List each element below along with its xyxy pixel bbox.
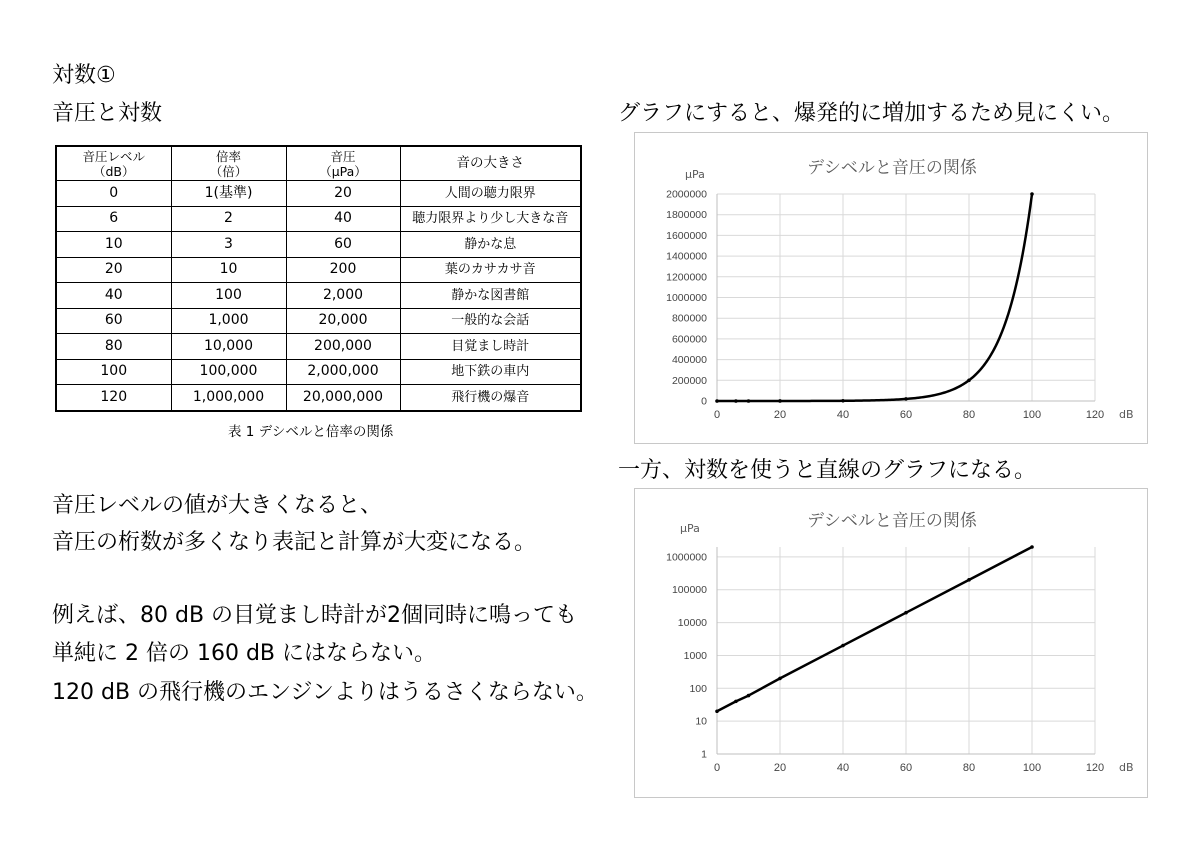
table-row: [56, 206, 581, 232]
x-tick-label: 100: [1022, 409, 1042, 421]
y-tick-label: 1: [701, 748, 707, 761]
data-point: [1030, 545, 1034, 549]
cell-db: 6: [56, 206, 171, 232]
cell-db: 120: [56, 385, 171, 411]
header-loudness: 音の大きさ: [400, 146, 581, 181]
header-pressure: 音圧 （μPa）: [286, 146, 400, 181]
cell-loudness: 葉のカサカサ音: [400, 257, 581, 283]
y-tick-label: 10000: [677, 617, 707, 630]
cell-db: 80: [56, 334, 171, 360]
data-point: [1030, 192, 1034, 196]
data-point: [967, 578, 971, 582]
log-graph-caption: 一方、対数を使うと直線のグラフになる。: [618, 458, 1037, 483]
cell-db: 40: [56, 283, 171, 309]
y-tick-label: 600000: [671, 333, 707, 346]
cell-ratio: 10: [171, 257, 286, 283]
x-tick-label: 100: [1022, 762, 1042, 774]
cell-db: 10: [56, 232, 171, 258]
cell-ratio: 100,000: [171, 359, 286, 385]
table-row: [56, 359, 581, 385]
data-point: [904, 397, 908, 401]
y-tick-label: 1000000: [666, 292, 707, 304]
linear-chart: [634, 132, 1148, 444]
y-tick-label: 1400000: [666, 250, 707, 263]
x-tick-label: 80: [962, 762, 976, 774]
header-db: 音圧レベル （dB）: [56, 146, 171, 181]
cell-ratio: 1(基準): [171, 181, 286, 207]
data-point: [715, 709, 719, 713]
cell-loudness: 聴力限界より少し大きな音: [400, 206, 581, 232]
cell-db: 0: [56, 181, 171, 207]
y-tick-label: 200000: [671, 374, 707, 387]
cell-pressure: 2,000: [286, 283, 400, 309]
linear-chart-svg: [635, 133, 1147, 443]
y-tick-label: 100: [689, 682, 707, 695]
x-tick-label: 20: [773, 762, 787, 774]
table-row: [56, 334, 581, 360]
y-tick-label: 800000: [671, 312, 707, 325]
paragraph2-line2: 単純に 2 倍の 160 dB にはならない。: [52, 641, 437, 666]
data-point: [841, 644, 845, 648]
cell-db: 60: [56, 308, 171, 334]
chart-title: デシベルと音圧の関係: [807, 158, 977, 178]
data-point: [747, 399, 751, 403]
x-tick-label: 40: [836, 409, 850, 421]
chart-title: デシベルと音圧の関係: [807, 511, 977, 531]
paragraph2-line1: 例えば、80 dB の目覚まし時計が2個同時に鳴っても: [52, 603, 578, 628]
cell-ratio: 10,000: [171, 334, 286, 360]
series-line: [717, 547, 1032, 711]
table-row: [56, 385, 581, 411]
cell-loudness: 飛行機の爆音: [400, 385, 581, 411]
cell-pressure: 20,000,000: [286, 385, 400, 411]
x-tick-label: 0: [713, 409, 721, 421]
table-row: [56, 257, 581, 283]
data-point: [841, 399, 845, 403]
cell-pressure: 60: [286, 232, 400, 258]
linear-graph-caption: グラフにすると、爆発的に増加するため見にくい。: [618, 101, 1125, 126]
cell-pressure: 20,000: [286, 308, 400, 334]
data-point: [747, 694, 751, 698]
data-point: [967, 379, 971, 383]
y-tick-label: 1000000: [666, 551, 707, 564]
table-header-row: [56, 146, 581, 181]
paragraph1-line2: 音圧の桁数が多くなり表記と計算が大変になる。: [52, 530, 537, 555]
paragraph1-line1: 音圧レベルの値が大きくなると、: [52, 493, 383, 518]
data-point: [715, 399, 719, 403]
table-row: [56, 232, 581, 258]
header-ratio: 倍率 （倍）: [171, 146, 286, 181]
x-tick-label: 40: [836, 762, 850, 774]
y-tick-label: 0: [701, 395, 707, 408]
section-title: 音圧と対数: [52, 101, 163, 126]
table-row: [56, 283, 581, 309]
cell-loudness: 目覚まし時計: [400, 334, 581, 360]
cell-loudness: 人間の聴力限界: [400, 181, 581, 207]
cell-db: 100: [56, 359, 171, 385]
x-tick-label: 120: [1085, 409, 1105, 421]
cell-ratio: 1,000,000: [171, 385, 286, 411]
data-point: [778, 677, 782, 681]
cell-pressure: 20: [286, 181, 400, 207]
y-tick-label: 1600000: [666, 229, 707, 242]
cell-ratio: 100: [171, 283, 286, 309]
data-point: [734, 700, 738, 704]
table-row: [56, 308, 581, 334]
x-tick-label: 60: [899, 762, 913, 774]
y-tick-label: 1800000: [666, 209, 707, 222]
cell-pressure: 200: [286, 257, 400, 283]
cell-pressure: 200,000: [286, 334, 400, 360]
table-row: [56, 181, 581, 207]
y-tick-label: 2000000: [666, 188, 707, 201]
x-tick-label: 60: [899, 409, 913, 421]
cell-ratio: 1,000: [171, 308, 286, 334]
cell-pressure: 2,000,000: [286, 359, 400, 385]
table-caption: 表 1 デシベルと倍率の関係: [228, 424, 394, 440]
y-tick-label: 400000: [671, 354, 707, 367]
x-axis-label: dB: [1119, 408, 1134, 421]
data-point: [904, 611, 908, 615]
x-tick-label: 80: [962, 409, 976, 421]
cell-loudness: 地下鉄の車内: [400, 359, 581, 385]
y-tick-label: 1000: [683, 649, 707, 662]
y-tick-label: 100000: [671, 584, 707, 597]
cell-pressure: 40: [286, 206, 400, 232]
data-point: [778, 399, 782, 403]
x-axis-label: dB: [1119, 761, 1134, 774]
cell-ratio: 2: [171, 206, 286, 232]
log-chart-svg: [635, 489, 1147, 797]
page-title: 対数①: [52, 63, 116, 88]
y-tick-label: 1200000: [666, 271, 707, 284]
x-tick-label: 120: [1085, 762, 1105, 774]
cell-ratio: 3: [171, 232, 286, 258]
paragraph2-line3: 120 dB の飛行機のエンジンよりはうるさくならない。: [52, 680, 598, 705]
cell-db: 20: [56, 257, 171, 283]
x-tick-label: 20: [773, 409, 787, 421]
data-point: [734, 399, 738, 403]
decibel-table: [55, 145, 582, 412]
cell-loudness: 一般的な会話: [400, 308, 581, 334]
cell-loudness: 静かな図書館: [400, 283, 581, 309]
cell-loudness: 静かな息: [400, 232, 581, 258]
x-tick-label: 0: [713, 762, 721, 774]
y-axis-label: μPa: [680, 522, 700, 535]
y-axis-label: μPa: [685, 168, 705, 181]
log-chart: [634, 488, 1148, 798]
y-tick-label: 10: [695, 715, 707, 728]
